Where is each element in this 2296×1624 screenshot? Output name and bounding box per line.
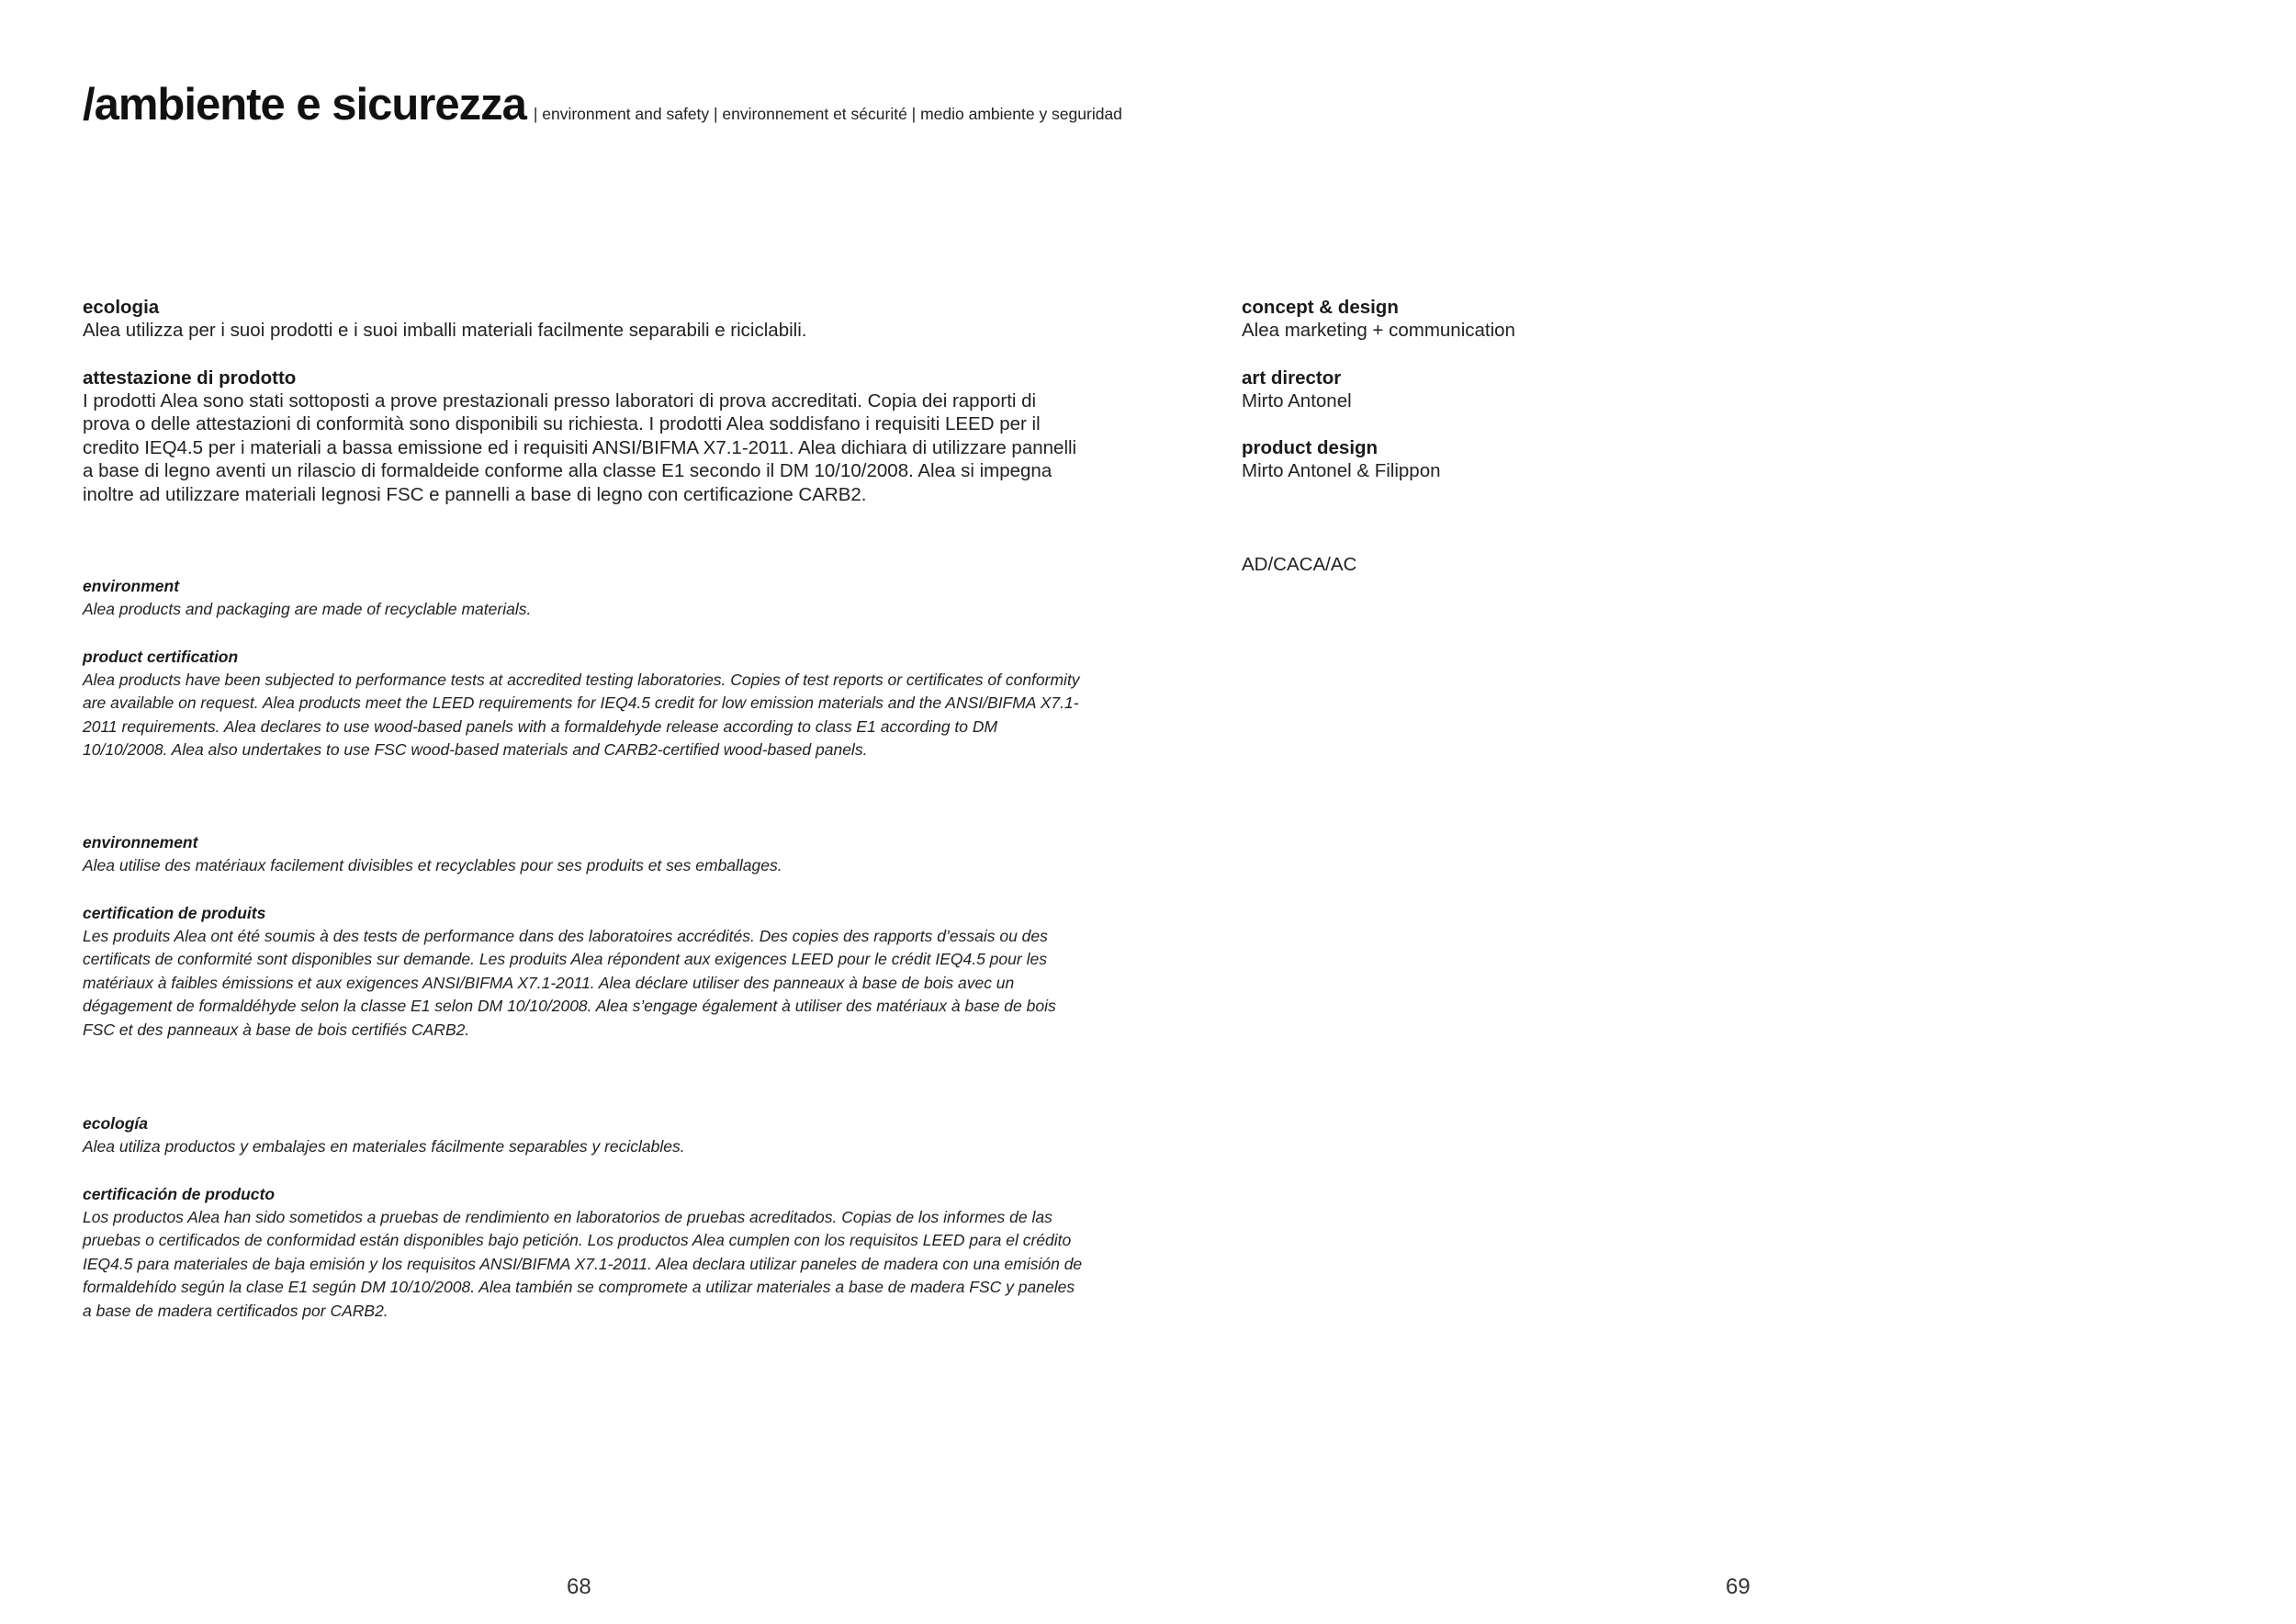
product-design-value: Mirto Antonel & Filippon	[1242, 460, 1441, 481]
credits	[1242, 296, 1885, 576]
page-number-right: 69	[1726, 1574, 1750, 1599]
section-french	[83, 831, 1084, 1042]
page-title: /ambiente e sicurezza	[83, 80, 526, 130]
section-spanish	[83, 1112, 1084, 1323]
page-header	[83, 79, 1122, 130]
catalog-code: AD/CACA/AC	[1242, 553, 1357, 575]
environment-text: Alea products and packaging are made of recyclable materials.	[83, 600, 532, 618]
ecologia-es-heading: ecología	[83, 1114, 148, 1133]
ecologia-text: Alea utilizza per i suoi prodotti e i suoi imballi materiali facilmente separabili e riciclabili.	[83, 320, 807, 341]
product-certification-text: Alea products have been subjected to performance tests at accredited testing laboratories. Copies of test reports or certificates of conformity are available on request. Alea products meet the LEED requirements for IEQ4.5 credit for low emission materials and the ANSI/BIFMA X7.1-2011 requirements. Alea declares to use wood-based panels with a formaldehyde release according to class E1 according to DM 10/10/2008. Alea also undertakes to use FSC wood-based materials and CARB2-certified wood-based panels.	[83, 670, 1080, 759]
certification-produits-heading: certification de produits	[83, 903, 266, 922]
certification-produits-text: Les produits Alea ont été soumis à des tests de performance dans des laboratoires accrédités. Des copies des rapports d’essais ou des certificats de conformité sont disponibles sur demande. Les produits Alea répondent aux exigences LEED pour le crédit IEQ4.5 pour les matériaux à faibles émissions et aux exigences ANSI/BIFMA X7.1-2011. Alea déclare utiliser des panneaux à base de bois avec un dégagement de formaldéhyde selon la classe E1 selon DM 10/10/2008. Alea s’engage également à utiliser des matériaux à base de bois FSC et des panneaux à base de bois certifiés CARB2.	[83, 926, 1056, 1039]
page-number-left: 68	[567, 1574, 591, 1599]
page-subtitle: | environment and safety | environnement et sécurité | medio ambiente y seguridad	[533, 105, 1122, 123]
environnement-heading: environnement	[83, 833, 198, 851]
ecologia-es-text: Alea utiliza productos y embalajes en materiales fácilmente separables y reciclables.	[83, 1137, 685, 1156]
product-design-heading: product design	[1242, 437, 1379, 458]
section-english	[83, 575, 1084, 762]
certificacion-text: Los productos Alea han sido sometidos a pruebas de rendimiento en laboratorios de pruebas acreditados. Copias de los informes de las pruebas o certificados de conformidad están disponibles bajo petición. Los productos Alea cumplen con los requisitos LEED para el crédito IEQ4.5 para materiales de baja emisión y los requisitos ANSI/BIFMA X7.1-2011. Alea declara utilizar paneles de madera con una emisión de formaldehído según la clase E1 según DM 10/10/2008. Alea también se compromete a utilizar materiales a base de madera FSC y paneles a base de madera certificados por CARB2.	[83, 1207, 1083, 1320]
art-director-value: Mirto Antonel	[1242, 389, 1352, 412]
section-italian	[83, 296, 1084, 506]
environment-heading: environment	[83, 577, 180, 595]
concept-design-heading: concept & design	[1242, 297, 1399, 318]
concept-design-value: Alea marketing + communication	[1242, 320, 1515, 341]
certificacion-heading: certificación de producto	[83, 1184, 276, 1203]
product-certification-heading: product certification	[83, 647, 239, 666]
environnement-text: Alea utilise des matériaux facilement divisibles et recyclables pour ses produits et ses emballages.	[83, 856, 782, 874]
ecologia-heading: ecologia	[83, 297, 160, 318]
attestazione-text: I prodotti Alea sono stati sottoposti a prove prestazionali presso laboratori di prova accreditati. Copia dei rapporti di prova o delle attestazioni di conformità sono disponibili su richiesta. I prodotti Alea soddisfano i requisiti LEED per il credito IEQ4.5 per i materiali a bassa emissione ed i requisiti ANSI/BIFMA X7.1-2011. Alea dichiara di utilizzare pannelli a base di legno aventi un rilascio di formaldeide conforme alla classe E1 secondo il DM 10/10/2008. Alea si impegna inoltre ad utilizzare materiali legnosi FSC e pannelli a base di legno con certificazione CARB2.	[83, 389, 1077, 505]
art-director-heading: art director	[1242, 367, 1342, 389]
attestazione-heading: attestazione di prodotto	[83, 367, 297, 389]
